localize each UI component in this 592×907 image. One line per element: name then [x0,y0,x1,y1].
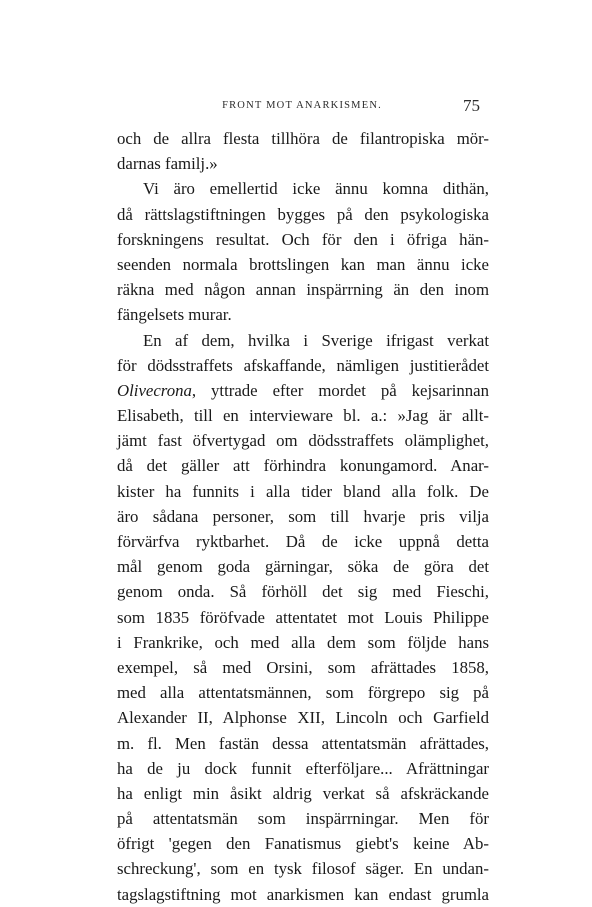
text-line: i Frankrike, och med alla dem som följde hans [117,632,489,652]
paragraph-start-line: Vi äro emellertid icke ännu komna dithän, [143,179,489,199]
running-head [118,96,486,118]
text-line: ha de ju dock funnit efterföljare... Afrättningar [117,758,489,778]
text-line [117,378,489,403]
text-line: fängelsets murar. [117,305,232,325]
text-line: mål genom goda gärningar, söka de göra det [117,557,489,577]
text-line: förvärfva ryktbarhet. Då de icke uppnå detta [117,532,489,551]
text-line: Alexander II, Alphonse XII, Lincoln och Garfield [117,708,489,728]
text-line: Elisabeth, till en intervieware bl. a.: »Jag är allt- [117,406,489,426]
text-line: darnas familj.» [117,154,218,174]
running-title: FRONT MOT ANARKISMEN. [222,100,382,111]
text-line: genom onda. Så förhöll det sig med Fieschi, [117,582,489,602]
italic-name: Olivecrona [117,380,192,400]
text-line: jämt fast öfvertygad om dödsstraffets olämplighet, [117,431,489,451]
text-line: som 1835 föröfvade attentatet mot Louis Philippe [117,607,489,627]
text-line: forskningens resultat. Och för den i öfriga hän- [117,229,489,249]
text-line: då det gäller att förhindra konungamord. Anar- [117,456,489,476]
text-line: ha enligt min åsikt aldrig verkat så afskräckande [117,783,489,803]
text-line: för dödsstraffets afskaffande, nämligen justitierådet [117,355,489,375]
text-line: då rättslagstiftningen bygges på den psykologiska [117,204,489,224]
page-number: 75 [463,96,480,115]
text-line-rest: , yttrade efter mordet på kejsarinnan [191,380,489,400]
text-line: schreckung', som en tysk filosof säger. En undan- [117,859,489,879]
text-line: kister ha funnits i alla tider bland alla folk. De [117,481,489,501]
paragraph-start-line: En af dem, hvilka i Sverige ifrigast verkat [143,330,489,350]
text-line: seenden normala brottslingen kan man ännu icke [117,254,489,274]
text-line: exempel, så med Orsini, som afrättades 1858, [117,657,489,677]
text-line: öfrigt 'gegen den Fanatismus giebt's keine Ab- [117,834,489,854]
body-text [117,126,489,907]
text-line: på attentatsmän som inspärrningar. Men för [117,809,489,829]
text-line: tagslagstiftning mot anarkismen kan endast grumla [117,884,489,904]
text-line: räkna med någon annan inspärrning än den inom [117,280,489,300]
text-line: m. fl. Men fastän dessa attentatsmän afrättades, [117,733,489,753]
text-line: äro sådana personer, som till hvarje pris vilja [117,506,489,526]
text-line: med alla attentatsmännen, som förgrepo sig på [117,683,489,703]
text-line: och de allra flesta tillhöra de filantropiska mör- [117,129,489,148]
